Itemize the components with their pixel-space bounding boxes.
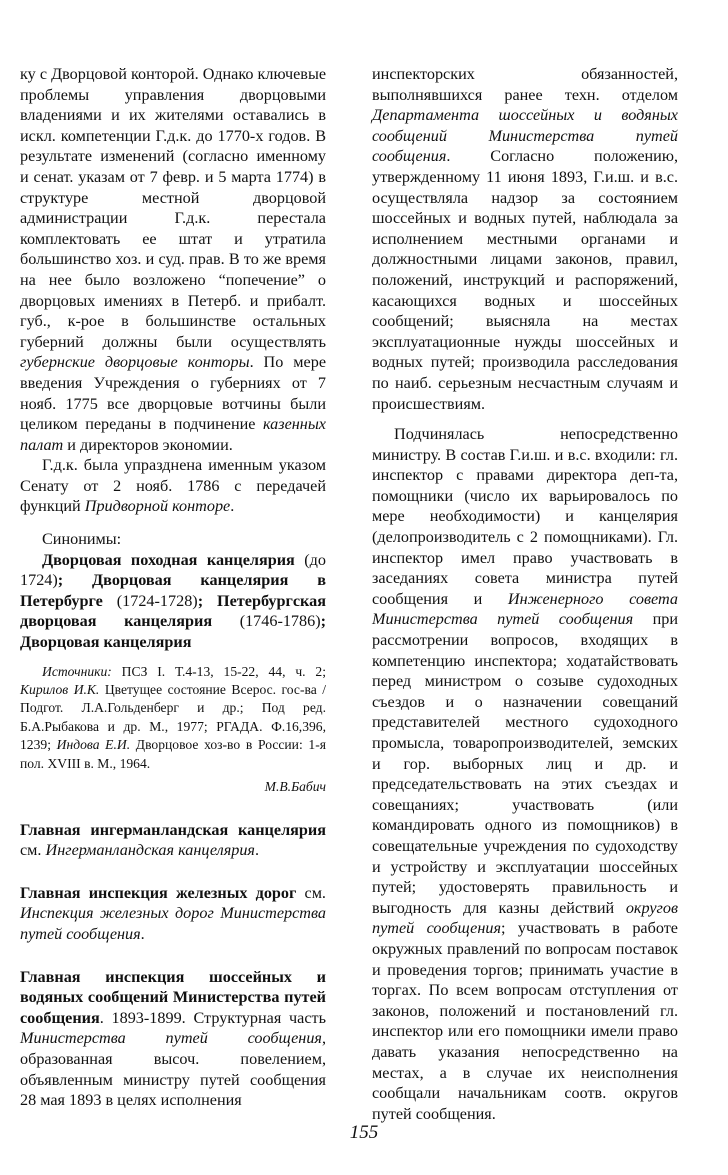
- entry-ingermanland: Главная ингерманландская канцелярия см. Ингерманландская канцелярия.: [20, 820, 326, 860]
- reference: округов путей сообщения: [372, 898, 678, 938]
- paragraph: Г.д.к. была упразднена именным указом Сенату от 2 нояб. 1786 с передачей функций Придворной конторе.: [20, 456, 326, 516]
- paragraph: инспекторских обязанностей, выполнявшихся ранее техн. отделом Департамента шоссейных и водяных сообщений Министерства путей сообщения. Согласно положению, утвержденному 11 июня 1893, Г.и.ш. и в.с. осуществляла надзор за состоянием шоссейных и водных путей, наблюдала за исполнением местными органами и должностными лицами законов, правил, положений, инструкций и распоряжений, касающихся водных и шоссейных сообщений; выясняла на местах эксплуатационные нужды шоссейных и водных путей; производила расследования по наиб. серьезным несчастным случаям и происшествиям.: [372, 65, 678, 413]
- reference: Департамента шоссейных и водяных сообщений Министерства путей сообщения: [372, 106, 678, 166]
- paragraph: ку с Дворцовой конторой. Однако ключевые проблемы управления дворцовыми владениями и их жителями оставались в искл. компетенции Г.д.к. до 1770-х годов. В результате изменений (согласно именному и сенат. указам от 7 февр. и 5 марта 1774) в структуре местной дворцовой администрации Г.д.к. перестала комплектовать ее штат и утратила большинство хоз. и суд. прав. В то же время на нее было возложено “попечение” о дворцовых имениях в Петерб. и прибалт. губ., к-рое в большинстве остальных губерний должны были осуществлять губернские дворцовые конторы. По мере введения Учреждения о губерниях от 7 нояб. 1775 все дворцовые вотчины были целиком переданы в подчинение казенных палат и директоров экономии.: [20, 65, 326, 454]
- reference: казенных палат: [20, 415, 326, 454]
- sources: Источники: ПСЗ I. Т.4-13, 15-22, 44, ч. 2; Кирилов И.К. Цветущее состояние Всерос. гос-ва / Подгот. Л.А.Гольденберг и др.; Под ред. Б.А.Рыбакова и др. М., 1977; РГАДА. Ф.16,396, 1239; Индова Е.И. Дворцовое хоз-во в России: 1-я пол. XVIII в. М., 1964.: [20, 663, 327, 771]
- cross-reference: Ингерманландская канцелярия: [45, 841, 255, 860]
- entry-highway-inspection: Главная инспекция шоссейных и водяных сообщений Министерства путей сообщения. 1893-1899. Структурная часть Министерства путей сообщения, образованная высоч. повелением, объявленным министру путей сообщения 28 мая 1893 в целях исполнения: [20, 967, 326, 1110]
- left-column: [20, 64, 326, 1111]
- cross-reference: Инспекция железных дорог Министерства путей сообщения: [20, 904, 326, 944]
- reference: Инженерного совета Министерства путей сообщения: [372, 589, 678, 629]
- reference: Придворной конторе: [84, 497, 231, 516]
- page-number: 155: [349, 1122, 379, 1143]
- synonyms-label: Синонимы:: [42, 530, 122, 549]
- paragraph: Подчинялась непосредственно министру. В состав Г.и.ш. и в.с. входили: гл. инспектор с правами директора деп-та, помощники (число их варьировалось по мере необходимости) и канцелярия (делопроизводитель с 2 помощниками). Гл. инспектор имел право участвовать в заседаниях совета министра путей сообщения и Инженерного совета Министерства путей сообщения при рассмотрении вопросов, входящих в компетенцию инспектора; ходатайствовать перед министром о созыве судоходных съездов и о назначении совещаний представителей местного судоходного промысла, товаропроизводителей, земских и гор. выборных лиц и др. и председательствовать на этих съездах и совещаниях; участвовать (или командировать одного из помощников) в совещательные учреждения по судоходству и устройству и эксплуатации шоссейных путей; удостоверять правильность и выгодность для казны действий округов путей сообщения; участвовать в работе окружных правлений по вопросам поставок и проведения торгов; принимать участие в торгах. По всем вопросам отступления от законов, положений и постановлений гл. инспектор или его помощники имели право давать указания непосредственно на местах, а в случае их неисполнения сообщали начальникам соотв. округов путей сообщения.: [372, 425, 679, 1123]
- synonyms-list: Дворцовая походная канцелярия (до 1724); Дворцовая канцелярия в Петербурге (1724-1728); Петербургская дворцовая канцелярия (1746-1786); Дворцовая канцелярия: [20, 550, 326, 652]
- author-signature: М.В.Бабич: [264, 779, 326, 795]
- reference: Министерства путей сообщения: [20, 1029, 322, 1048]
- right-column: [372, 64, 678, 1124]
- reference: губернские дворцовые конторы: [20, 353, 250, 372]
- entry-railway-inspection: Главная инспекция железных дорог см. Инспекция железных дорог Министерства путей сообщения.: [20, 883, 326, 944]
